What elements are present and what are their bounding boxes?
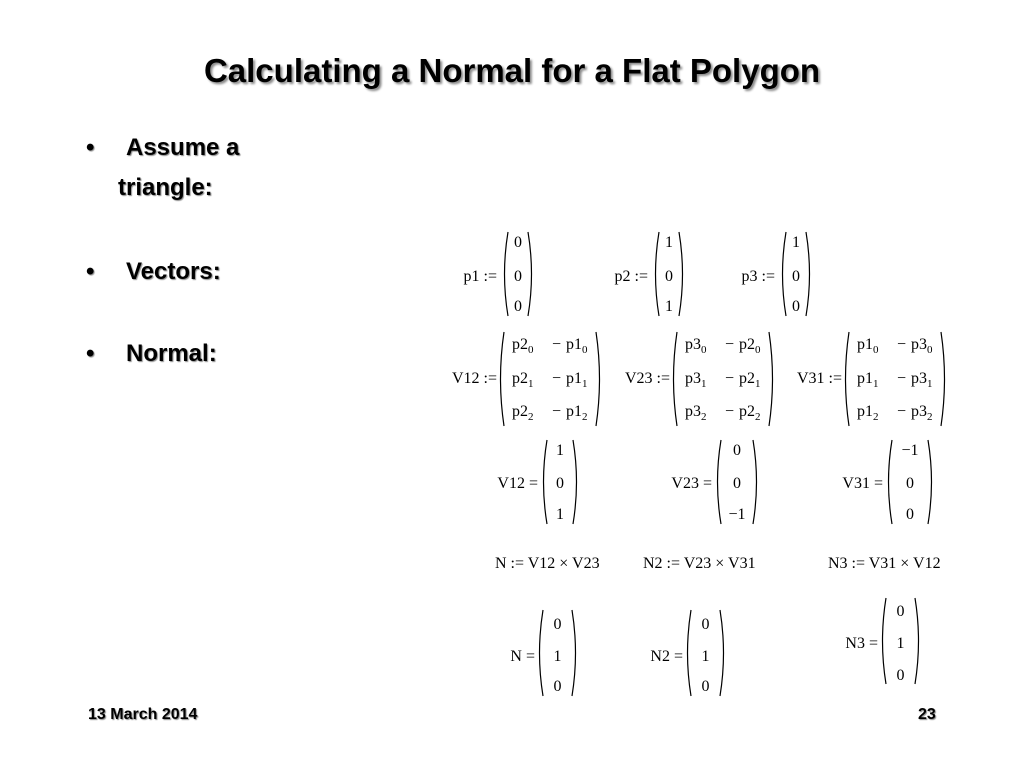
vector-def-term: $p3_2$	[685, 403, 707, 423]
vector-result-1-entry: 0	[556, 475, 564, 492]
right-paren	[806, 232, 810, 316]
vector-def-term: $p2_0$	[739, 336, 761, 356]
normal-3-entry: 0	[896, 603, 905, 620]
right-paren	[528, 232, 532, 316]
right-paren	[720, 610, 724, 696]
normal-1-entry: 0	[553, 678, 562, 695]
bullet-text: Normal:	[126, 340, 217, 367]
point-p3-entry: 0	[792, 268, 800, 285]
minus-sign: −	[725, 370, 735, 387]
bullet-text: Assume a	[126, 134, 240, 161]
vector-def-term: $p1_0$	[857, 336, 879, 356]
vector-def-term: $p3_0$	[685, 336, 707, 356]
vector-result-3-entry: −1	[901, 442, 919, 459]
vector-result-1-entry: 1	[556, 506, 564, 523]
bullet-text-continuation: triangle:	[118, 174, 213, 201]
bullet-text: Vectors:	[126, 258, 221, 285]
minus-sign: −	[897, 403, 907, 420]
bullet-dot: •	[86, 340, 95, 367]
vector-def-term: $p3_1$	[911, 370, 933, 390]
vector-def-term: $p3_1$	[685, 370, 707, 390]
left-paren	[783, 232, 787, 316]
vector-def-term: $p2_2$	[739, 403, 761, 423]
vector-def-label: V12 :=	[451, 370, 497, 387]
normal-3-entry: 1	[896, 635, 905, 652]
cross-product-2: N2 := V23 × V31	[643, 555, 756, 572]
footer-page-number: 23	[918, 706, 936, 723]
left-paren	[846, 332, 850, 426]
right-paren	[769, 332, 773, 426]
point-p1-entry: 0	[514, 298, 522, 315]
vector-def-term: $p3_2$	[911, 403, 933, 423]
point-p3-label: p3 :=	[741, 268, 775, 285]
minus-sign: −	[897, 336, 907, 353]
right-paren	[915, 598, 919, 684]
point-p2-entry: 1	[665, 234, 673, 251]
left-paren	[889, 440, 893, 524]
right-paren	[572, 610, 576, 696]
vector-def-term: $p2_1$	[512, 370, 534, 390]
cross-product-1: N := V12 × V23	[495, 555, 600, 572]
vector-result-3-label: V31 =	[842, 475, 883, 492]
right-paren	[679, 232, 683, 316]
vector-result-3-entry: 0	[906, 506, 914, 523]
vector-def-term: $p1_1$	[566, 370, 588, 390]
normal-3-label: N3 =	[845, 635, 878, 652]
right-paren	[573, 440, 577, 524]
left-paren	[883, 598, 887, 684]
minus-sign: −	[552, 370, 562, 387]
normal-2-entry: 1	[701, 648, 710, 665]
right-paren	[596, 332, 600, 426]
minus-sign: −	[725, 336, 735, 353]
point-p3-entry: 1	[792, 234, 800, 251]
left-paren	[505, 232, 509, 316]
vector-result-3-entry: 0	[906, 475, 914, 492]
normal-3-entry: 0	[896, 667, 905, 684]
normal-2-label: N2 =	[650, 648, 683, 665]
bullet-dot: •	[86, 258, 95, 285]
vector-result-2-label: V23 =	[671, 475, 712, 492]
left-paren	[688, 610, 692, 696]
point-p2-label: p2 :=	[614, 268, 648, 285]
minus-sign: −	[725, 403, 735, 420]
left-paren	[544, 440, 548, 524]
vector-def-term: $p3_0$	[911, 336, 933, 356]
point-p3-entry: 0	[792, 298, 800, 315]
vector-def-term: $p1_2$	[857, 403, 879, 423]
vector-def-term: $p1_1$	[857, 370, 879, 390]
minus-sign: −	[552, 336, 562, 353]
vector-def-term: $p1_0$	[566, 336, 588, 356]
normal-1-entry: 0	[553, 616, 562, 633]
minus-sign: −	[897, 370, 907, 387]
left-paren	[501, 332, 505, 426]
point-p2-entry: 0	[665, 268, 673, 285]
vector-result-1-label: V12 =	[497, 475, 538, 492]
right-paren	[928, 440, 932, 524]
normal-2-entry: 0	[701, 616, 710, 633]
vector-result-2-entry: 0	[733, 442, 741, 459]
point-p1-entry: 0	[514, 268, 522, 285]
normal-1-label: N =	[510, 648, 535, 665]
vector-def-label: V23 :=	[624, 370, 670, 387]
normal-1-entry: 1	[553, 648, 562, 665]
cross-product-3: N3 := V31 × V12	[828, 555, 941, 572]
vector-def-label: V31 :=	[796, 370, 842, 387]
footer-date: 13 March 2014	[88, 706, 198, 723]
left-paren	[674, 332, 678, 426]
minus-sign: −	[552, 403, 562, 420]
vector-result-2-entry: −1	[728, 506, 746, 523]
vector-def-term: $p2_2$	[512, 403, 534, 423]
point-p1-label: p1 :=	[463, 268, 497, 285]
right-paren	[753, 440, 757, 524]
right-paren	[941, 332, 945, 426]
point-p2-entry: 1	[665, 298, 673, 315]
vector-def-term: $p2_1$	[739, 370, 761, 390]
left-paren	[718, 440, 722, 524]
left-paren	[656, 232, 660, 316]
normal-2-entry: 0	[701, 678, 710, 695]
bullet-dot: •	[86, 134, 95, 161]
point-p1-entry: 0	[514, 234, 522, 251]
vector-def-term: $p2_0$	[512, 336, 534, 356]
vector-result-2-entry: 0	[733, 475, 741, 492]
vector-def-term: $p1_2$	[566, 403, 588, 423]
slide-title: Calculating a Normal for a Flat Polygon	[203, 52, 821, 89]
vector-result-1-entry: 1	[556, 442, 564, 459]
left-paren	[540, 610, 544, 696]
